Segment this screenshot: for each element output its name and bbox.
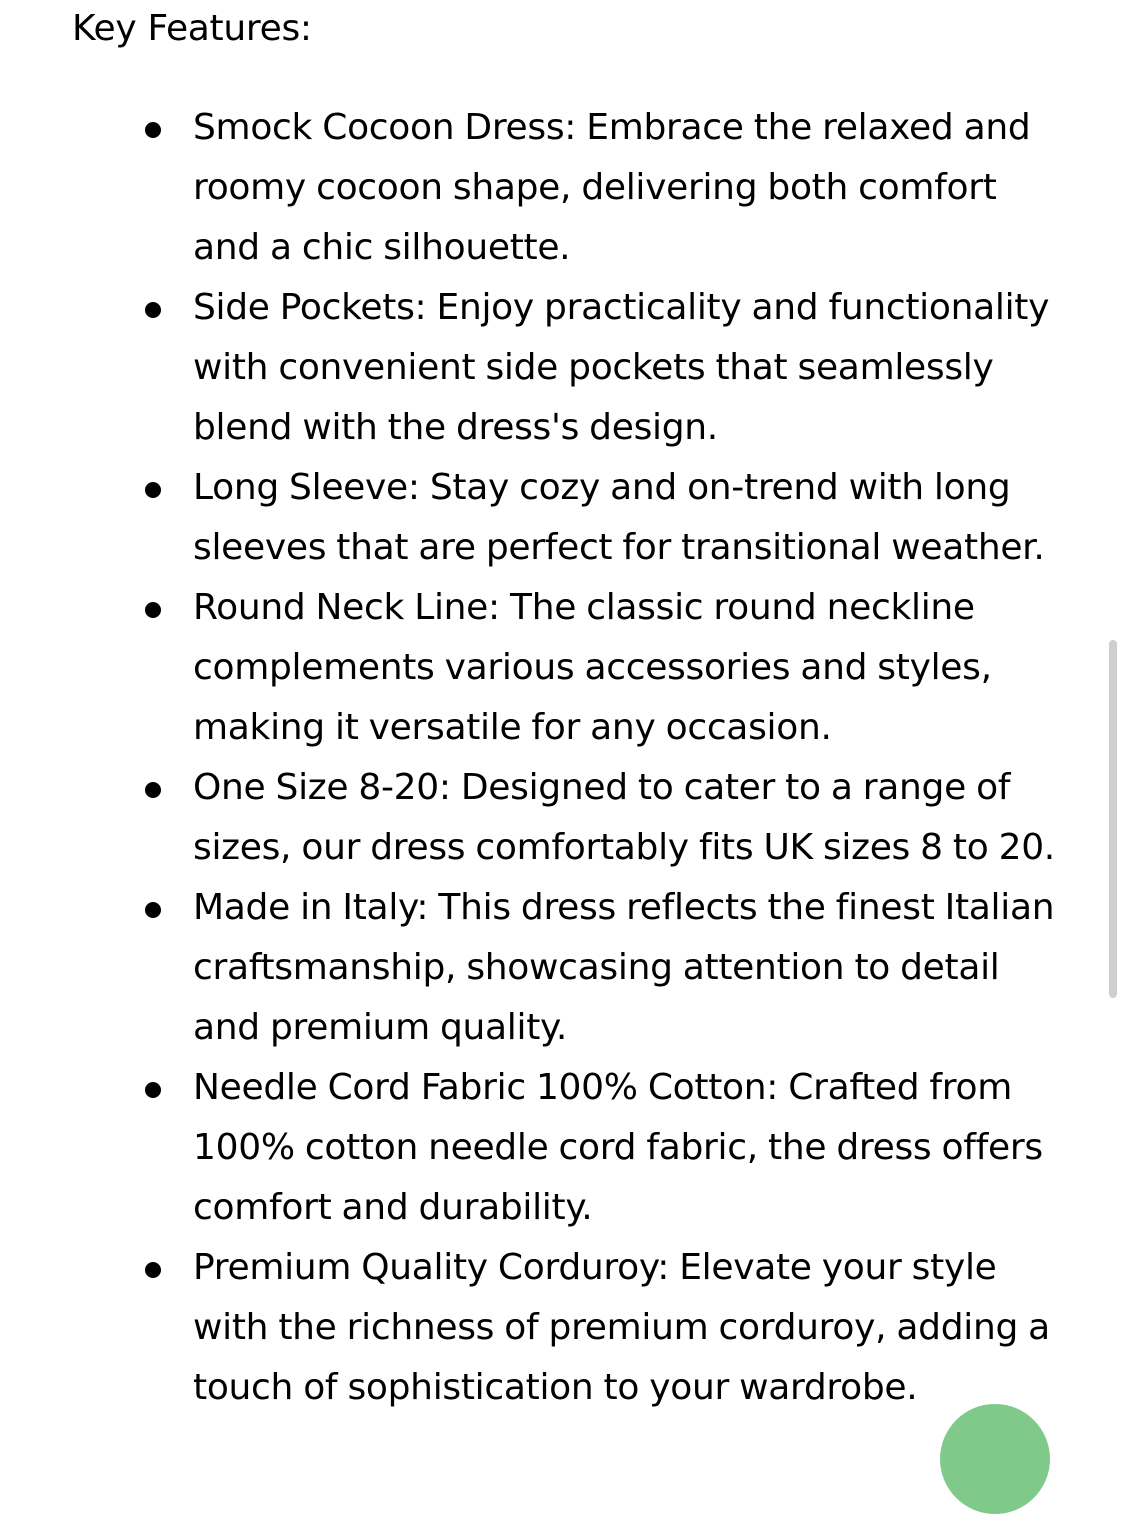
bullet-icon <box>145 782 161 798</box>
feature-item <box>0 458 1060 578</box>
feature-item <box>0 278 1060 458</box>
feature-item <box>0 758 1060 878</box>
bullet-icon <box>145 122 161 138</box>
feature-list <box>0 98 1060 1418</box>
feature-item <box>0 878 1060 1058</box>
bullet-icon <box>145 1082 161 1098</box>
feature-text: This dress reflects the finest Italian craftsmanship, showcasing attention to detail and premium quality. <box>193 887 1055 1048</box>
feature-text: Enjoy practicality and functionality with convenient side pockets that seamlessly blend with the dress's design. <box>193 287 1050 448</box>
feature-title: Round Neck Line: <box>193 587 500 628</box>
section-heading: Key Features: <box>72 8 312 49</box>
feature-title: One Size 8-20: <box>193 767 451 808</box>
bullet-icon <box>145 902 161 918</box>
chat-button[interactable] <box>940 1404 1050 1514</box>
bullet-icon <box>145 1262 161 1278</box>
feature-text: Embrace the relaxed and roomy cocoon shape, delivering both comfort and a chic silhouette. <box>193 107 1031 268</box>
bullet-icon <box>145 302 161 318</box>
feature-text: Elevate your style with the richness of premium corduroy, adding a touch of sophistication to your wardrobe. <box>193 1247 1050 1408</box>
feature-item <box>0 98 1060 278</box>
bullet-icon <box>145 482 161 498</box>
feature-text: Stay cozy and on-trend with long sleeves that are perfect for transitional weather. <box>193 467 1045 568</box>
feature-item <box>0 578 1060 758</box>
feature-title: Needle Cord Fabric 100% Cotton: <box>193 1067 779 1108</box>
feature-text: The classic round neckline complements various accessories and styles, making it versatile for any occasion. <box>193 587 992 748</box>
scrollbar[interactable] <box>1109 640 1117 998</box>
feature-text: Designed to cater to a range of sizes, our dress comfortably fits UK sizes 8 to 20. <box>193 767 1055 868</box>
feature-title: Made in Italy: <box>193 887 429 928</box>
feature-item <box>0 1238 1060 1418</box>
feature-title: Premium Quality Corduroy: <box>193 1247 670 1288</box>
feature-item <box>0 1058 1060 1238</box>
feature-title: Smock Cocoon Dress: <box>193 107 577 148</box>
feature-text: Crafted from 100% cotton needle cord fabric, the dress offers comfort and durability. <box>193 1067 1043 1228</box>
bullet-icon <box>145 602 161 618</box>
feature-title: Long Sleeve: <box>193 467 420 508</box>
feature-title: Side Pockets: <box>193 287 427 328</box>
